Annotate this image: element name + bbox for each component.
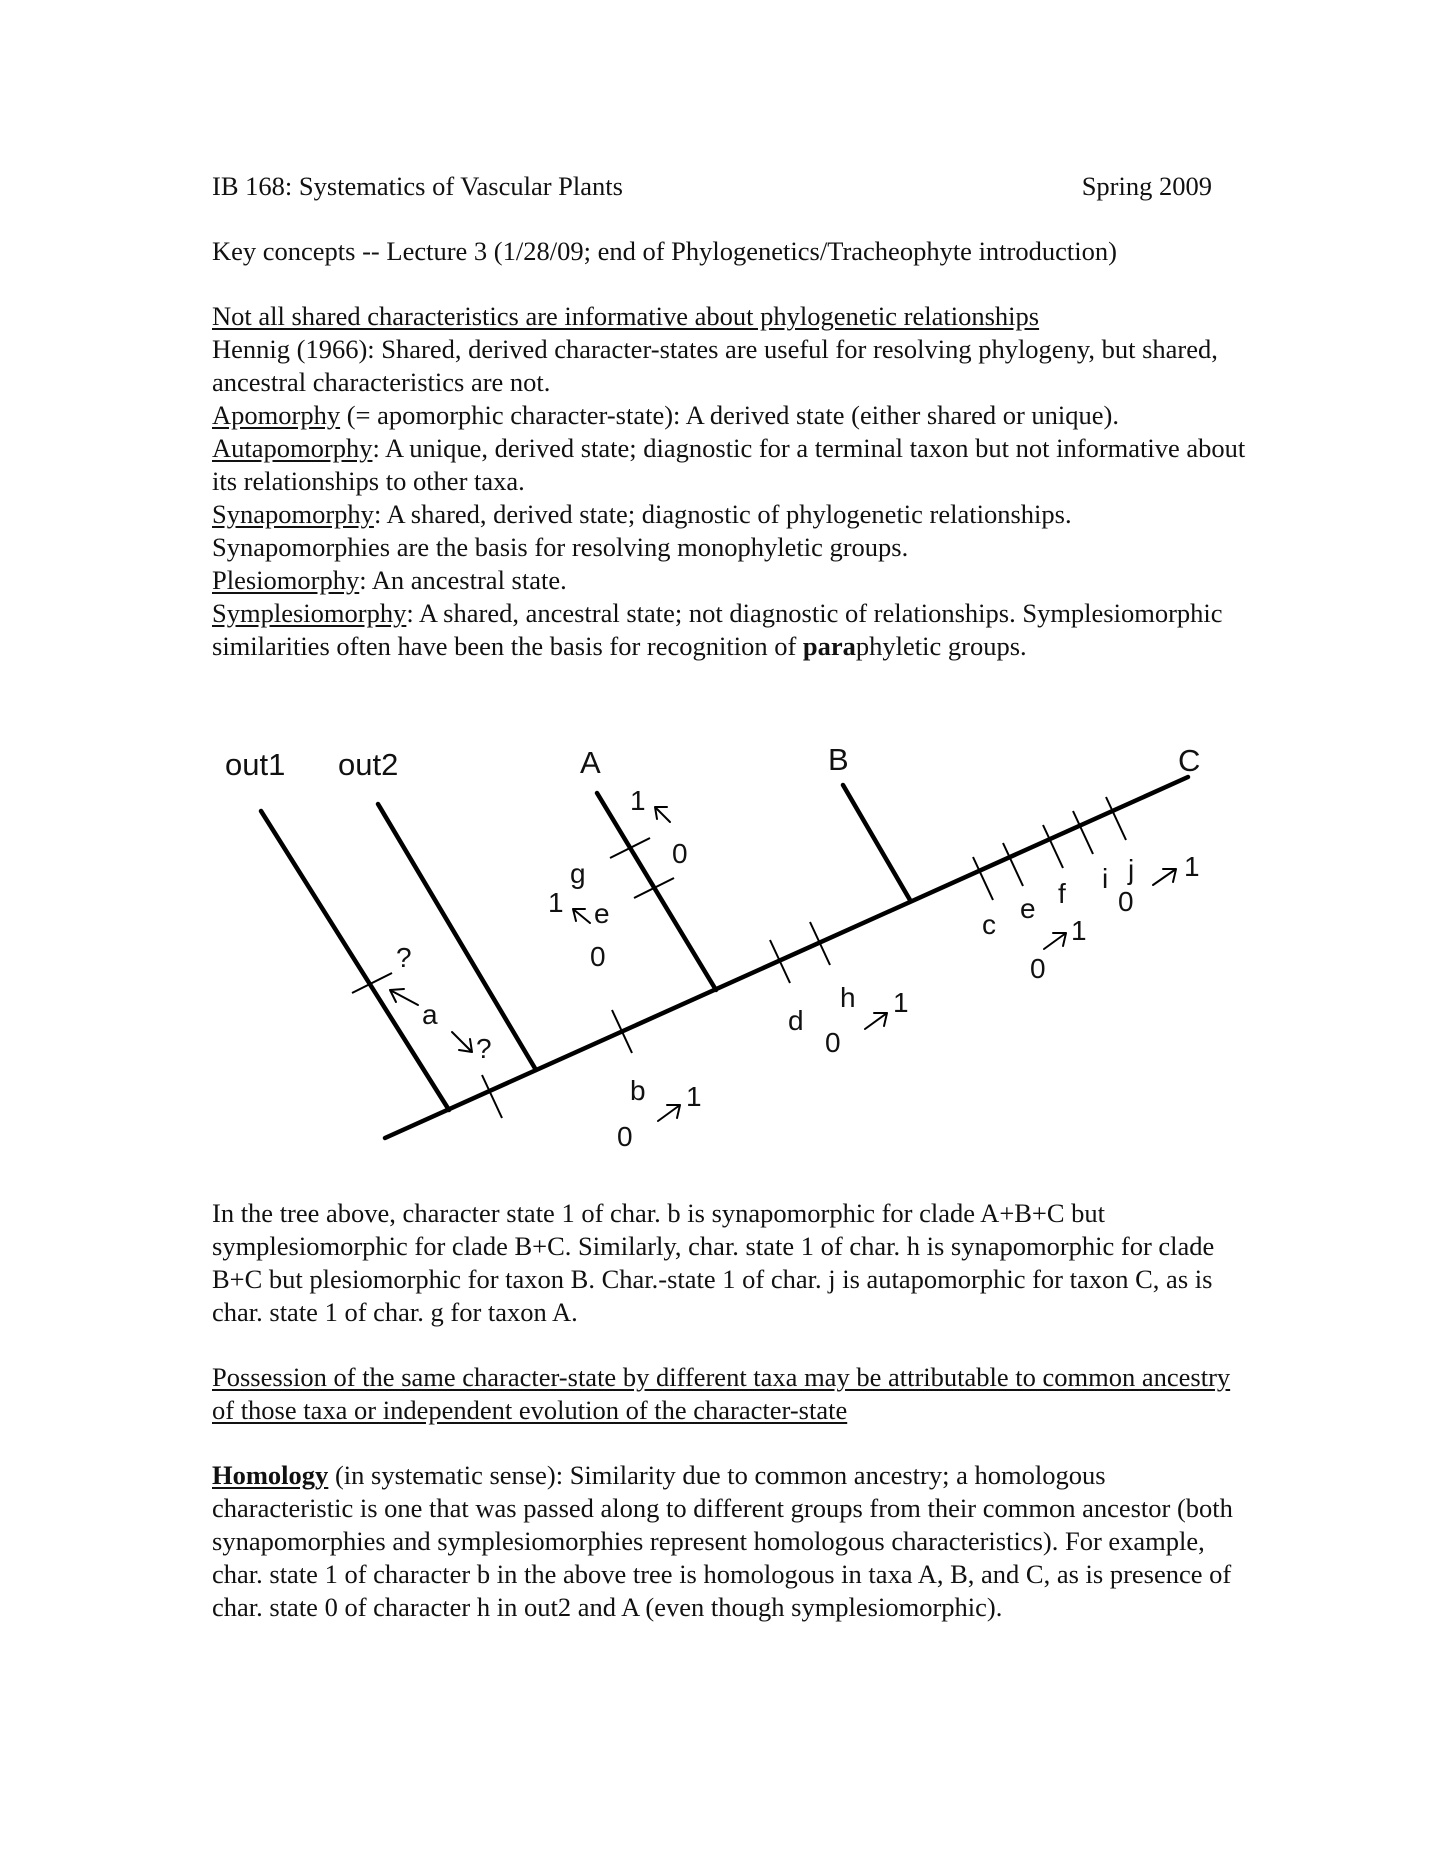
taxon-label-out2: out2 (338, 747, 399, 782)
char-h-to-state: 1 (893, 987, 909, 1018)
term-label: Spring 2009 (1081, 171, 1212, 201)
arrow-e-g (573, 909, 590, 923)
tick-e-c (1003, 843, 1023, 886)
char-b-from-state: 0 (617, 1121, 633, 1152)
char-a-to-state: ? (476, 1033, 492, 1064)
synapomorphy-term: Synapomorphy (212, 499, 374, 529)
taxon-label-c: C (1178, 743, 1201, 778)
tick-e (634, 878, 674, 898)
autapomorphy-text: : A unique, derived state; diagnostic for a terminal taxon but not informative about its relationships to other taxa. (212, 433, 1246, 496)
char-h-label: h (840, 982, 856, 1013)
char-g-from-state: 0 (672, 838, 688, 869)
char-d-label: d (788, 1005, 804, 1036)
apomorphy-text: (= apomorphic character-state): A derived state (either shared or unique). (340, 400, 1119, 430)
taxon-label-a: A (580, 745, 601, 780)
autapomorphy-term: Autapomorphy (212, 433, 373, 463)
char-j-from-state: 0 (1118, 886, 1134, 917)
char-j-to-state: 1 (1184, 851, 1200, 882)
tick-c (973, 857, 993, 900)
arrow-h (865, 1013, 887, 1029)
tree-backbone (385, 777, 1188, 1138)
char-e-from-state: 0 (590, 941, 606, 972)
branch-out1 (261, 811, 449, 1110)
taxon-label-b: B (828, 742, 849, 777)
char-i-label: i (1102, 863, 1109, 894)
taxon-label-out1: out1 (225, 747, 286, 782)
symplesiomorphy-text: : A shared, ancestral state; not diagnostic of relationships. Symplesiomorphic similarities often have been the basis for recognition of (212, 598, 1223, 661)
tick-b (612, 1010, 632, 1053)
branch-b (843, 785, 910, 900)
course-title: IB 168: Systematics of Vascular Plants (212, 171, 623, 201)
homology-paragraph (212, 1459, 1252, 1624)
char-c-label: c (982, 909, 996, 940)
char-e-to-state: 1 (548, 887, 564, 918)
arrow-j (1153, 869, 1176, 885)
apomorphy-term: Apomorphy (212, 400, 341, 430)
plesiomorphy-term: Plesiomorphy (212, 565, 360, 595)
tick-g (610, 838, 650, 858)
char-a-from-state: ? (396, 942, 412, 973)
section-heading-shared-characteristics: Not all shared characteristics are informative about phylogenetic relationships (212, 301, 1040, 331)
arrow-a-taxon (655, 807, 670, 822)
branch-a (597, 793, 716, 990)
para-bold: para (802, 631, 856, 661)
arrow-a-up (390, 989, 418, 1005)
arrow-a-down (452, 1032, 472, 1052)
tick-a-base (482, 1075, 502, 1118)
paraphyletic-rest: phyletic groups. (855, 631, 1027, 661)
char-e-label: e (594, 898, 610, 929)
tick-f (1043, 825, 1063, 868)
tick-j (1106, 797, 1126, 840)
char-g-label: g (570, 858, 586, 889)
char-g-to-state: 1 (630, 785, 646, 816)
char-e-c-label: e (1020, 893, 1036, 924)
arrow-b (658, 1105, 680, 1121)
tick-i (1073, 811, 1093, 854)
char-b-to-state: 1 (686, 1081, 702, 1112)
arrow-f (1044, 933, 1066, 949)
section-heading-possession: Possession of the same character-state by different taxa may be attributable to common ancestry of those taxa or independent evolution of the character-state (212, 1362, 1231, 1425)
plesiomorphy-text: : An ancestral state. (359, 565, 567, 595)
synapomorphy-text: : A shared, derived state; diagnostic of phylogenetic relationships. Synapomorphies are the basis for resolving monophyletic groups. (212, 499, 1072, 562)
hennig-paragraph: Hennig (1966): Shared, derived character-states are useful for resolving phylogeny, but shared, ancestral characteristics are not. (212, 334, 1218, 397)
char-b-label: b (630, 1075, 646, 1106)
char-f-label: f (1058, 878, 1066, 909)
branch-out2 (378, 804, 536, 1070)
lecture-subtitle: Key concepts -- Lecture 3 (1/28/09; end of Phylogenetics/Tracheophyte introduction) (212, 236, 1117, 266)
char-a-label: a (422, 999, 438, 1030)
char-h-from-state: 0 (825, 1027, 841, 1058)
char-j-label: j (1128, 854, 1135, 885)
symplesiomorphy-term: Symplesiomorphy (212, 598, 407, 628)
char-f-to-state: 1 (1071, 915, 1087, 946)
homology-text: (in systematic sense): Similarity due to common ancestry; a homologous characteristic is one that was passed along to different groups from their common ancestor (both synapomorphies and symplesiomorphies represent homologous characteristics). For example, char. state 1 of character b in the above tree is homologous in taxa A, B, and C, as is presence of char. state 0 of character h in out2 and A (even though symplesiomorphic). (212, 1460, 1233, 1622)
char-f-from-state: 0 (1030, 953, 1046, 984)
homology-term: Homology (212, 1460, 329, 1490)
tree-explanation-paragraph: In the tree above, character state 1 of char. b is synapomorphic for clade A+B+C but symplesiomorphic for clade B+C. Similarly, char. state 1 of char. h is synapomorphic for clade B+C but plesiomorphic for taxon B. Char.-state 1 of char. j is autapomorphic for taxon C, as is char. state 1 of char. g for taxon A. (212, 1198, 1215, 1327)
